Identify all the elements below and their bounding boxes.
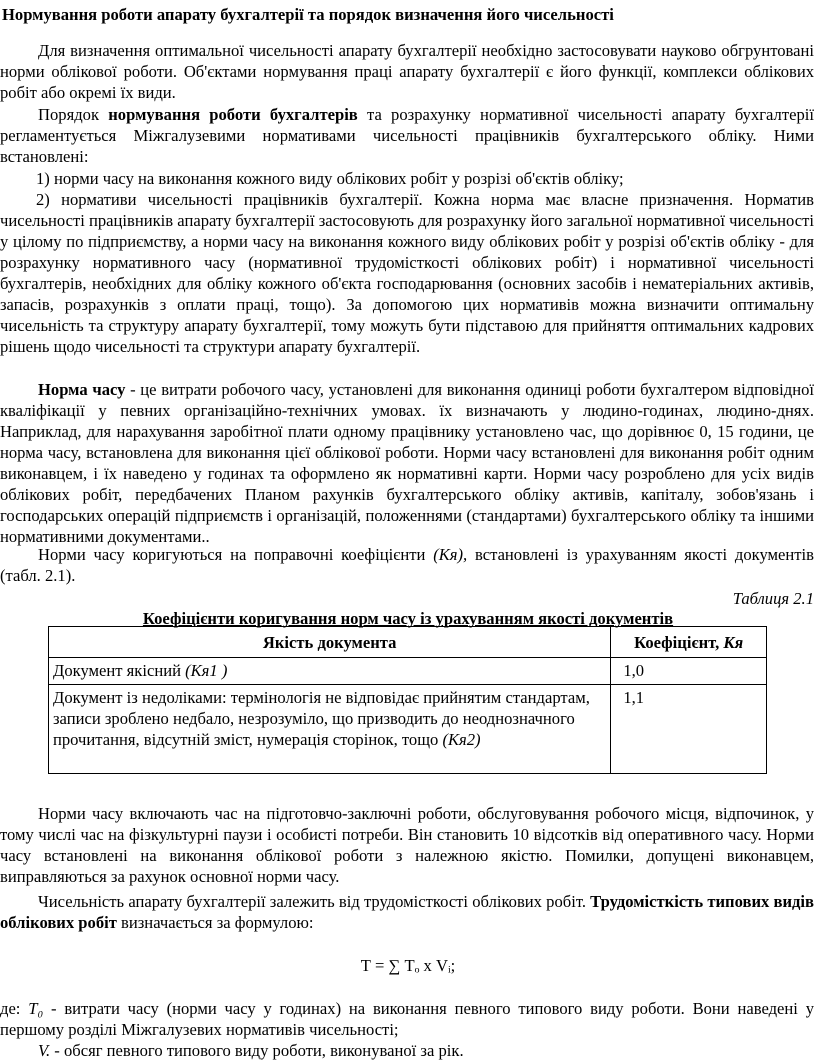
paragraph-time-norm: Норма часу - це витрати робочого часу, установлені для виконання одиниці роботи бухгалтером відповідної кваліфікації у певних організаційно-технічних умовах. їх визначають у людино-годинах, людино-днях. Наприклад, для нарахування заробітної плати одному працівнику установлено час, що дорівнює 0, 15 години, це норма часу, встановлена для виконання цієї облікової роботи. Норми часу встановлені для виконання робіт одним виконавцем, і їх наведено у годинах та оформлено як нормативні карти. Норми часу розроблено для усіх видів облікових робіт, передбачених Планом рахунків бухгалтерського обліку активів, капіталу, зобов'язань і господарських операцій підприємств і організацій, положеннями (стандартами) бухгалтерського обліку та іншими нормативними документами.. (0, 380, 814, 546)
formula: Т = ∑ Тₒ х Vᵢ; (360, 956, 456, 975)
norms-list (0, 168, 814, 357)
list-item: 2) нормативи чисельності працівників бухгалтерії. Кожна норма має власне призначення. Норматив чисельності працівників апарату бухгалтерії застосовують для розрахунку його загальної нормативної чисельності у цілому по підприємству, а норми часу на виконання кожного виду облікових робіт у розрізі об'єктів обліку - для розрахунку нормативного часу (нормативної трудомісткості облікових робіт) і нормативної чисельності бухгалтерів, необхідних для обліку кожного об'єкта господарювання (основних засобів і нематеріальних активів, запасів, розрахунків з оплати праці, тощо). За допомогою цих нормативів можна визначити оптимальну чисельність та структуру апарату бухгалтерії, тому можуть бути підставою для прийняття оптимальних кадрових рішень щодо чисельності та структури апарату бухгалтерії. (0, 190, 814, 356)
paragraph-intro: Для визначення оптимальної чисельності апарату бухгалтерії необхідно застосовувати науково обгрунтовані норми облікової роботи. Об'єктами нормування праці апарату бухгалтерії є його функції, комплекси облікових робіт або окремі їх види. (0, 41, 814, 102)
paragraph-coefficients: Норми часу коригуються на поправочні коефіцієнти (Кя), встановлені із урахуванням якості документів (табл. 2.1). (0, 545, 814, 585)
table-row (49, 658, 767, 685)
header-quality: Якість документа (49, 627, 611, 658)
table-caption: Таблиця 2.1 (732, 589, 814, 608)
row-value: 1,1 (611, 685, 767, 774)
row-description: Документ якісний (Кя1 ) (49, 658, 611, 685)
list-item: 1) норми часу на виконання кожного виду облікових робіт у розрізі об'єктів обліку; (36, 169, 624, 188)
paragraph-labor-intensity: Чисельність апарату бухгалтерії залежить від трудомісткості облікових робіт. Трудомісткість типових видів облікових робіт визначається за формулою: (0, 892, 814, 932)
paragraph-definition-t0: де: Т₀ - витрати часу (норми часу у годинах) на виконання певного типового виду роботи. Вони наведені у першому розділі Міжгалузевих нормативів чисельності; (0, 999, 814, 1039)
page-title: Нормування роботи апарату бухгалтерії та порядок визначення його чисельності (2, 5, 614, 24)
table-row (49, 685, 767, 774)
coefficients-table (48, 626, 767, 774)
header-coefficient: Коефіцієнт, Кя (611, 627, 767, 658)
paragraph-procedure: Порядок нормування роботи бухгалтерів та розрахунку нормативної чисельності апарату бухгалтерії регламентується Міжгалузевими нормативами чисельності працівників бухгалтерського обліку. Ними встановлені: (0, 105, 814, 166)
row-value: 1,0 (611, 658, 767, 685)
paragraph-definition-v: V. - обсяг певного типового виду роботи, виконуваної за рік. (38, 1041, 464, 1060)
row-description: Документ із недоліками: термінологія не відповідає прийнятим стандартам, записи зроблено недбало, незрозуміло, що призводить до неоднозначного прочитання, відсутній зміст, нумерація сторінок, тощо (Кя2) (49, 685, 611, 774)
table-title: Коефіцієнти коригування норм часу із урахуванням якості документів (142, 609, 674, 628)
paragraph-time-includes: Норми часу включають час на підготовчо-заключні роботи, обслуговування робочого місця, відпочинок, у тому числі час на фізкультурні паузи і особисті потреби. Він становить 10 відсотків від оперативного часу. Норми часу встановлені на виконання облікової роботи з належною якістю. Помилки, допущені виконавцем, виправляються за рахунок основної норми часу. (0, 804, 814, 886)
table-header-row (49, 627, 767, 658)
